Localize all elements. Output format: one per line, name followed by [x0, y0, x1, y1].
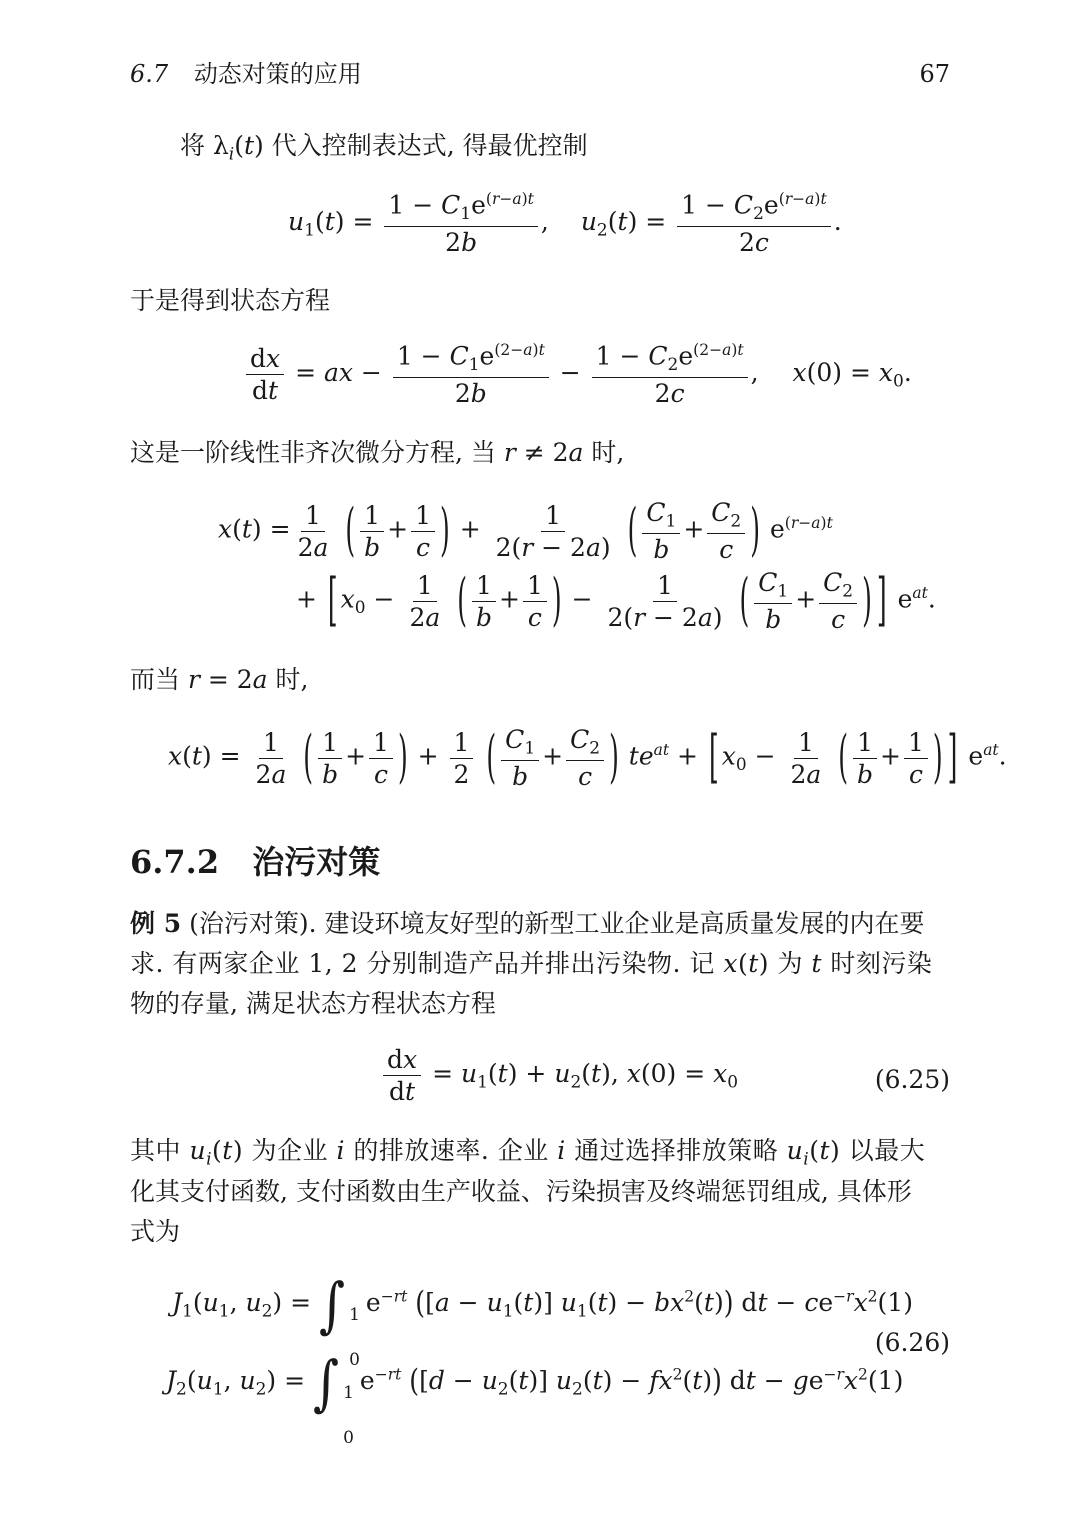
equation-6-26-j2: $J_2(u_1$, $u_2$) = ∫ 1 0 $e^{-rt}$ ($[d - u_2(t)]$ $u_2(t) - fx^2(t)$) dt − $ge^{-r}x^2(1)$: [166, 1348, 904, 1449]
example-line-1: [130, 911, 925, 936]
equation-solution-line-2: + [ $x_0$ − $\frac{1}{2a}$ ( $\frac{1}{b}$ + $\frac{1}{c}$ ) − $\frac{1}{2(r - 2a)}$ ( $\frac{C_1}{b}$ + $\frac{C_2}{c}$ ) ] $e^{at}$.: [296, 565, 936, 635]
running-header: [130, 62, 362, 86]
example-label: 例 5: [130, 909, 182, 938]
section-heading: [130, 843, 381, 881]
equation-optimal-control: $u_1(t)$ = $\frac{1 - C_1e^{(r-a)t}}{2b}$ , $u_2(t)$ = $\frac{1 - C_2e^{(r-a)t}}{2c}$ .: [288, 190, 842, 258]
section-heading-title: 治污对策: [252, 843, 381, 881]
section-heading-number: 6.7.2: [130, 843, 220, 881]
paragraph-state-equation: 于是得到状态方程: [130, 286, 331, 315]
paragraph-nonhomogeneous: 这是一阶线性非齐次微分方程, 当 r ≠ 2a 时,: [130, 438, 625, 467]
equation-solution-line-1: x(t) = $\frac{1}{2a}$ ( $\frac{1}{b}$ + $\frac{1}{c}$ ) + $\frac{1}{2(r - 2a)}$ ( $\frac{C_1}{b}$ + $\frac{C_2}{c}$ ) $e^{(r-a)t}$: [218, 495, 833, 565]
example-line-3: 物的存量, 满足状态方程状态方程: [130, 989, 496, 1018]
page-number: 67: [919, 60, 950, 88]
example-text-1: 建设环境友好型的新型工业企业是高质量发展的内在要: [324, 909, 925, 938]
paragraph-emission-line-2: 化其支付函数, 支付函数由生产收益、污染损害及终端惩罚组成, 具体形: [130, 1177, 912, 1206]
equation-state-ode: $\frac{dx}{dt}$ = ax − $\frac{1 - C_1e^{(2-a)t}}{2b}$ − $\frac{1 - C_2e^{(2-a)t}}{2c}$ , $x(0) = x_0$.: [243, 343, 912, 406]
paragraph-r-equals-2a: 而当 r = 2a 时,: [130, 665, 309, 694]
header-section-number: 6.7: [130, 60, 169, 88]
example-line-2: 求. 有两家企业 1, 2 分别制造产品并排出污染物. 记 x(t) 为 t 时刻污染: [130, 949, 933, 978]
paragraph-emission-line-3: 式为: [130, 1217, 181, 1246]
equation-number-6-25: (6.25): [874, 1065, 950, 1094]
equation-special-case: x(t) = $\frac{1}{2a}$ ( $\frac{1}{b}$ + $\frac{1}{c}$ ) + $\frac{1}{2}$ ( $\frac{C_1}{b}$ + $\frac{C_2}{c}$ ) $te^{at}$ + [ $x_0$ − $\frac{1}{2a}$ ( $\frac{1}{b}$ + $\frac{1}{c}$ ) ] $e^{at}$.: [168, 722, 1007, 792]
equation-6-26-j1: $J_1(u_1$, $u_2$) = ∫ 1 0 $e^{-rt}$ ($[a - u_1(t)]$ $u_1(t) - bx^2(t)$) dt − $ce^{-r}x^2(1)$: [172, 1270, 913, 1371]
paragraph-emission-line-1: 其中 $u_i(t)$ 为企业 i 的排放速率. 企业 i 通过选择排放策略 $u_i(t)$ 以最大: [130, 1136, 926, 1170]
paragraph-substitution: 将 $\lambda_i(t)$ 代入控制表达式, 得最优控制: [180, 131, 588, 165]
equation-6-25: $\frac{dx}{dt}$ = $u_1(t) + u_2(t)$, $x(0) = x_0$: [380, 1047, 738, 1104]
header-section-title: 动态对策的应用: [193, 60, 362, 88]
example-name: (治污对策).: [189, 909, 317, 938]
equation-number-6-26: (6.26): [874, 1328, 950, 1357]
